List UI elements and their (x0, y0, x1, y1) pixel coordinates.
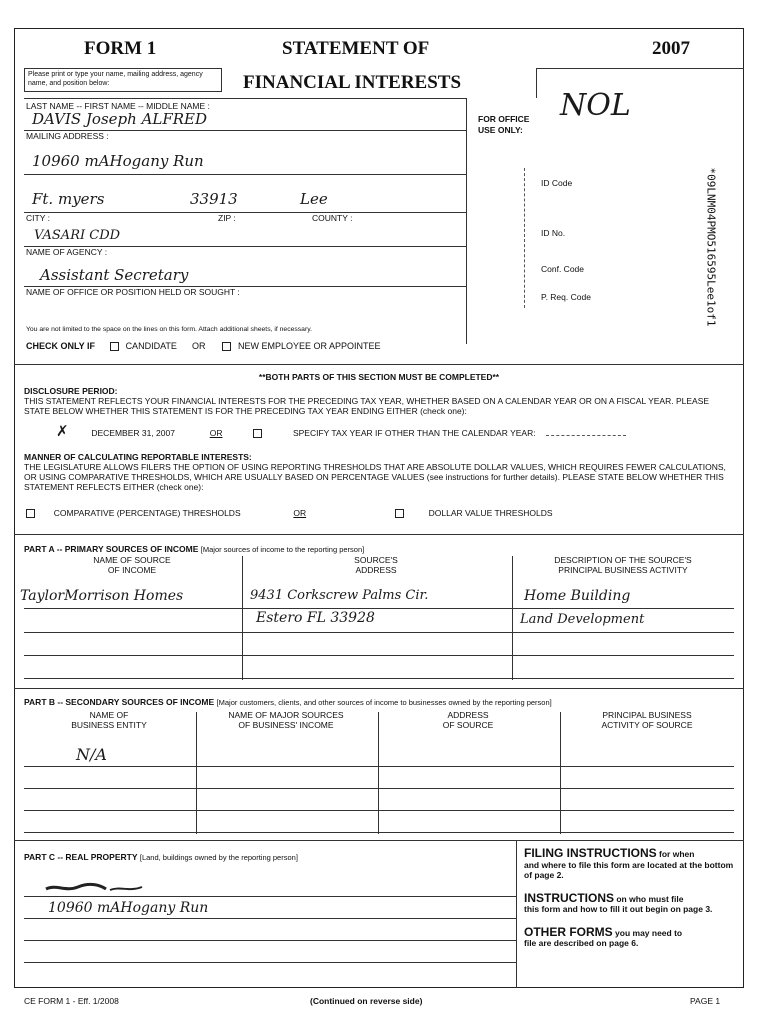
zip-value: 33913 (190, 190, 238, 208)
instructions-block (524, 890, 736, 915)
mailing-value: 10960 mAHogany Run (32, 152, 204, 170)
title-line1: STATEMENT OF (282, 38, 430, 59)
print-note: Please print or type your name, mailing address, agency name, and position below: (28, 71, 203, 87)
part-b-row-line-2 (24, 788, 734, 789)
part-a-row-line-3 (24, 655, 734, 656)
part-a-heading: PART A -- PRIMARY SOURCES OF INCOME (24, 544, 199, 554)
part-a-row-line-4 (24, 678, 734, 679)
form-label: FORM 1 (84, 38, 157, 59)
part-b-col3-line1: ADDRESS (447, 710, 489, 720)
office-label (478, 114, 529, 136)
scribble-mark (44, 880, 144, 894)
city-label: CITY : (26, 213, 50, 223)
id-no-label: ID No. (541, 228, 566, 238)
name-value: DAVIS Joseph ALFRED (32, 110, 208, 128)
part-a-row2-address: Estero FL 33928 (256, 610, 375, 626)
part-b-col4-header (560, 710, 734, 730)
part-a-subheading: [Major sources of income to the reporting person] (200, 545, 365, 554)
check-or-label: OR (191, 341, 206, 351)
form-year: 2007 (652, 38, 690, 59)
part-c-row-line-4 (24, 962, 516, 963)
office-codes-box (524, 168, 696, 308)
position-value: Assistant Secretary (40, 266, 189, 284)
part-b-col3-header (378, 710, 558, 730)
part-b-col2-line2: OF BUSINESS' INCOME (238, 720, 334, 730)
specify-checkbox[interactable] (253, 429, 262, 438)
part-c-heading-row (24, 852, 298, 863)
footer-left: CE FORM 1 - Eff. 1/2008 (24, 996, 119, 1006)
part-c-row1-scribble (44, 880, 144, 894)
period-or-label: OR (209, 428, 223, 438)
comparative-checkbox[interactable] (26, 509, 35, 518)
instr-text-b: this form and how to fill it out begin on page 3. (524, 904, 713, 914)
dollar-label: DOLLAR VALUE THRESHOLDS (428, 508, 553, 518)
id-code-label: ID Code (541, 178, 573, 188)
header-divider (24, 98, 466, 99)
part-b-col4-line1: PRINCIPAL BUSINESS (602, 710, 692, 720)
part-c-row-line-3 (24, 940, 516, 941)
dollar-checkbox[interactable] (395, 509, 404, 518)
part-a-row1-name: TaylorMorrison Homes (20, 588, 184, 604)
space-note: You are not limited to the space on the lines on this form. Attach additional sheets, if necessary. (26, 326, 313, 333)
print-note-box (24, 68, 222, 92)
footer-right: PAGE 1 (690, 996, 721, 1006)
part-a-col3-line1: DESCRIPTION OF THE SOURCE'S (554, 555, 692, 565)
part-b-row1-value: N/A (76, 745, 107, 764)
part-c-row-line-1 (24, 896, 516, 897)
part-b-col2-header (196, 710, 376, 730)
filing-text-a: for when (656, 849, 695, 859)
part-c-heading: PART C -- REAL PROPERTY (24, 852, 138, 862)
part-a-row1-address: 9431 Corkscrew Palms Cir. (250, 588, 429, 603)
part-b-col3-line2: OF SOURCE (442, 720, 494, 730)
part-a-row-line-1 (24, 608, 734, 609)
candidate-checkbox[interactable] (110, 342, 119, 351)
part-a-col1-line1: NAME OF SOURCE (93, 555, 171, 565)
part-b-col4-line2: ACTIVITY OF SOURCE (601, 720, 693, 730)
part-a-row2-activity: Land Development (520, 612, 645, 627)
part-b-row-line-4 (24, 832, 734, 833)
comparative-label: COMPARATIVE (PERCENTAGE) THRESHOLDS (53, 508, 241, 518)
filing-instructions (524, 848, 736, 881)
part-c-row-line-2 (24, 918, 516, 919)
office-label-line2: USE ONLY: (478, 125, 523, 135)
check-only-label: CHECK ONLY IF (26, 341, 96, 351)
manner-heading: MANNER OF CALCULATING REPORTABLE INTERESTS: (24, 452, 252, 462)
part-c-top (14, 840, 744, 841)
part-b-heading-row (24, 697, 552, 708)
period-choice-row (56, 422, 736, 440)
candidate-label: CANDIDATE (125, 341, 177, 351)
part-a-row-line-2 (24, 632, 734, 633)
part-b-heading: PART B -- SECONDARY SOURCES OF INCOME (24, 697, 215, 707)
part-a-heading-row (24, 544, 364, 555)
county-label: COUNTY : (312, 213, 353, 223)
instructions-panel (524, 848, 736, 949)
mailing-line (24, 174, 466, 175)
part-b-row-line-1 (24, 766, 734, 767)
instr-heading: INSTRUCTIONS (524, 890, 614, 905)
part-b-col-divider-3 (560, 712, 561, 834)
part-b-col1-header (24, 710, 194, 730)
part-c-divider (516, 840, 517, 988)
county-value: Lee (300, 190, 328, 208)
threshold-row (26, 508, 726, 518)
disclosure-banner: **BOTH PARTS OF THIS SECTION MUST BE COMPLETED** (258, 372, 500, 382)
specify-label: SPECIFY TAX YEAR IF OTHER THAN THE CALENDAR YEAR: (292, 428, 536, 438)
header-step-top (536, 68, 744, 69)
part-b-col1-line1: NAME OF (89, 710, 129, 720)
city-value: Ft. myers (32, 190, 105, 208)
zip-label: ZIP : (218, 213, 236, 223)
part-a-col2-line1: SOURCE'S (354, 555, 398, 565)
check-only-row (26, 341, 381, 352)
threshold-or-label: OR (293, 508, 307, 518)
part-a-col-divider-2 (512, 556, 513, 680)
p-req-label: P. Req. Code (541, 292, 591, 302)
footer-center: (Continued on reverse side) (310, 996, 423, 1006)
part-b-subheading: [Major customers, clients, and other sources of income to businesses owned by the reporting person] (216, 698, 552, 707)
filing-text-b: and where to file this form are located at the bottom of page 2. (524, 859, 734, 880)
part-a-col2-header (242, 555, 510, 575)
disclosure-top (14, 364, 744, 365)
other-forms-block (524, 924, 736, 949)
other-text-a: you may need to (612, 927, 683, 938)
conf-code-label: Conf. Code (541, 264, 584, 274)
part-a-row1-activity: Home Building (524, 588, 631, 604)
office-stamp: *09LNM04PMO516595Lee1of1 (704, 167, 718, 327)
header-step (536, 68, 537, 98)
part-b-col2-line1: NAME OF MAJOR SOURCES (228, 710, 344, 720)
part-a-top (14, 534, 744, 535)
december-check-mark[interactable]: ✗ (56, 422, 69, 440)
instr-text-a: on who must file (614, 893, 684, 904)
period-heading: DISCLOSURE PERIOD: (24, 386, 118, 396)
filing-heading: FILING INSTRUCTIONS (524, 846, 657, 860)
december-label: DECEMBER 31, 2007 (91, 428, 175, 438)
manner-text: THE LEGISLATURE ALLOWS FILERS THE OPTION OF USING REPORTING THRESHOLDS THAT ARE ABSOLUTE DOLLAR VALUES, WHICH REQUIRES FEWER CALCULATIONS, OR USING COMPARATIVE THRESHOLDS, WHICH ARE USUALLY BASED ON PERCENTAGE VALUES (see instructions for further details). PLEASE STATE BELOW WHETHER THIS STATEMENT REFLECTS EITHER (check one): (24, 462, 726, 492)
position-label: NAME OF OFFICE OR POSITION HELD OR SOUGHT : (26, 287, 240, 297)
other-text-b: file are described on page 6. (524, 938, 639, 948)
specify-field[interactable] (546, 435, 626, 436)
new-employee-label: NEW EMPLOYEE OR APPOINTEE (237, 341, 381, 351)
part-b-row-line-3 (24, 810, 734, 811)
part-a-col1-header (24, 555, 240, 575)
part-b-col-divider-2 (378, 712, 379, 834)
name-label: LAST NAME -- FIRST NAME -- MIDDLE NAME : (26, 101, 210, 111)
part-b-col-divider-1 (196, 712, 197, 834)
agency-value: VASARI CDD (34, 228, 121, 243)
period-text: THIS STATEMENT REFLECTS YOUR FINANCIAL INTERESTS FOR THE PRECEDING TAX YEAR, WHETHER BASED ON A CALENDAR YEAR OR ON A FISCAL YEAR. PLEASE STATE BELOW WHETHER THIS STATEMENT IS FOR THE PRECEDING TAX YEAR ENDING EITHER (check one): (24, 396, 710, 416)
part-a-col2-line2: ADDRESS (355, 565, 397, 575)
title-line2: FINANCIAL INTERESTS (243, 72, 462, 93)
part-b-col1-line2: BUSINESS ENTITY (71, 720, 147, 730)
city-line (24, 212, 466, 213)
part-a-col3-line2: PRINCIPAL BUSINESS ACTIVITY (558, 565, 688, 575)
agency-label: NAME OF AGENCY : (26, 247, 108, 257)
new-employee-checkbox[interactable] (222, 342, 231, 351)
part-a-col1-line2: OF INCOME (107, 565, 157, 575)
other-heading: OTHER FORMS (524, 924, 613, 939)
office-handwritten: NOL (560, 88, 631, 123)
part-a-col3-header (512, 555, 734, 575)
part-b-top (14, 688, 744, 689)
part-a-col-divider-1 (242, 556, 243, 680)
office-label-line1: FOR OFFICE (478, 114, 530, 124)
part-c-row2-value: 10960 mAHogany Run (48, 900, 209, 916)
identity-divider (466, 98, 467, 344)
part-c-subheading: [Land, buildings owned by the reporting person] (139, 853, 298, 862)
mailing-label: MAILING ADDRESS : (26, 131, 109, 141)
